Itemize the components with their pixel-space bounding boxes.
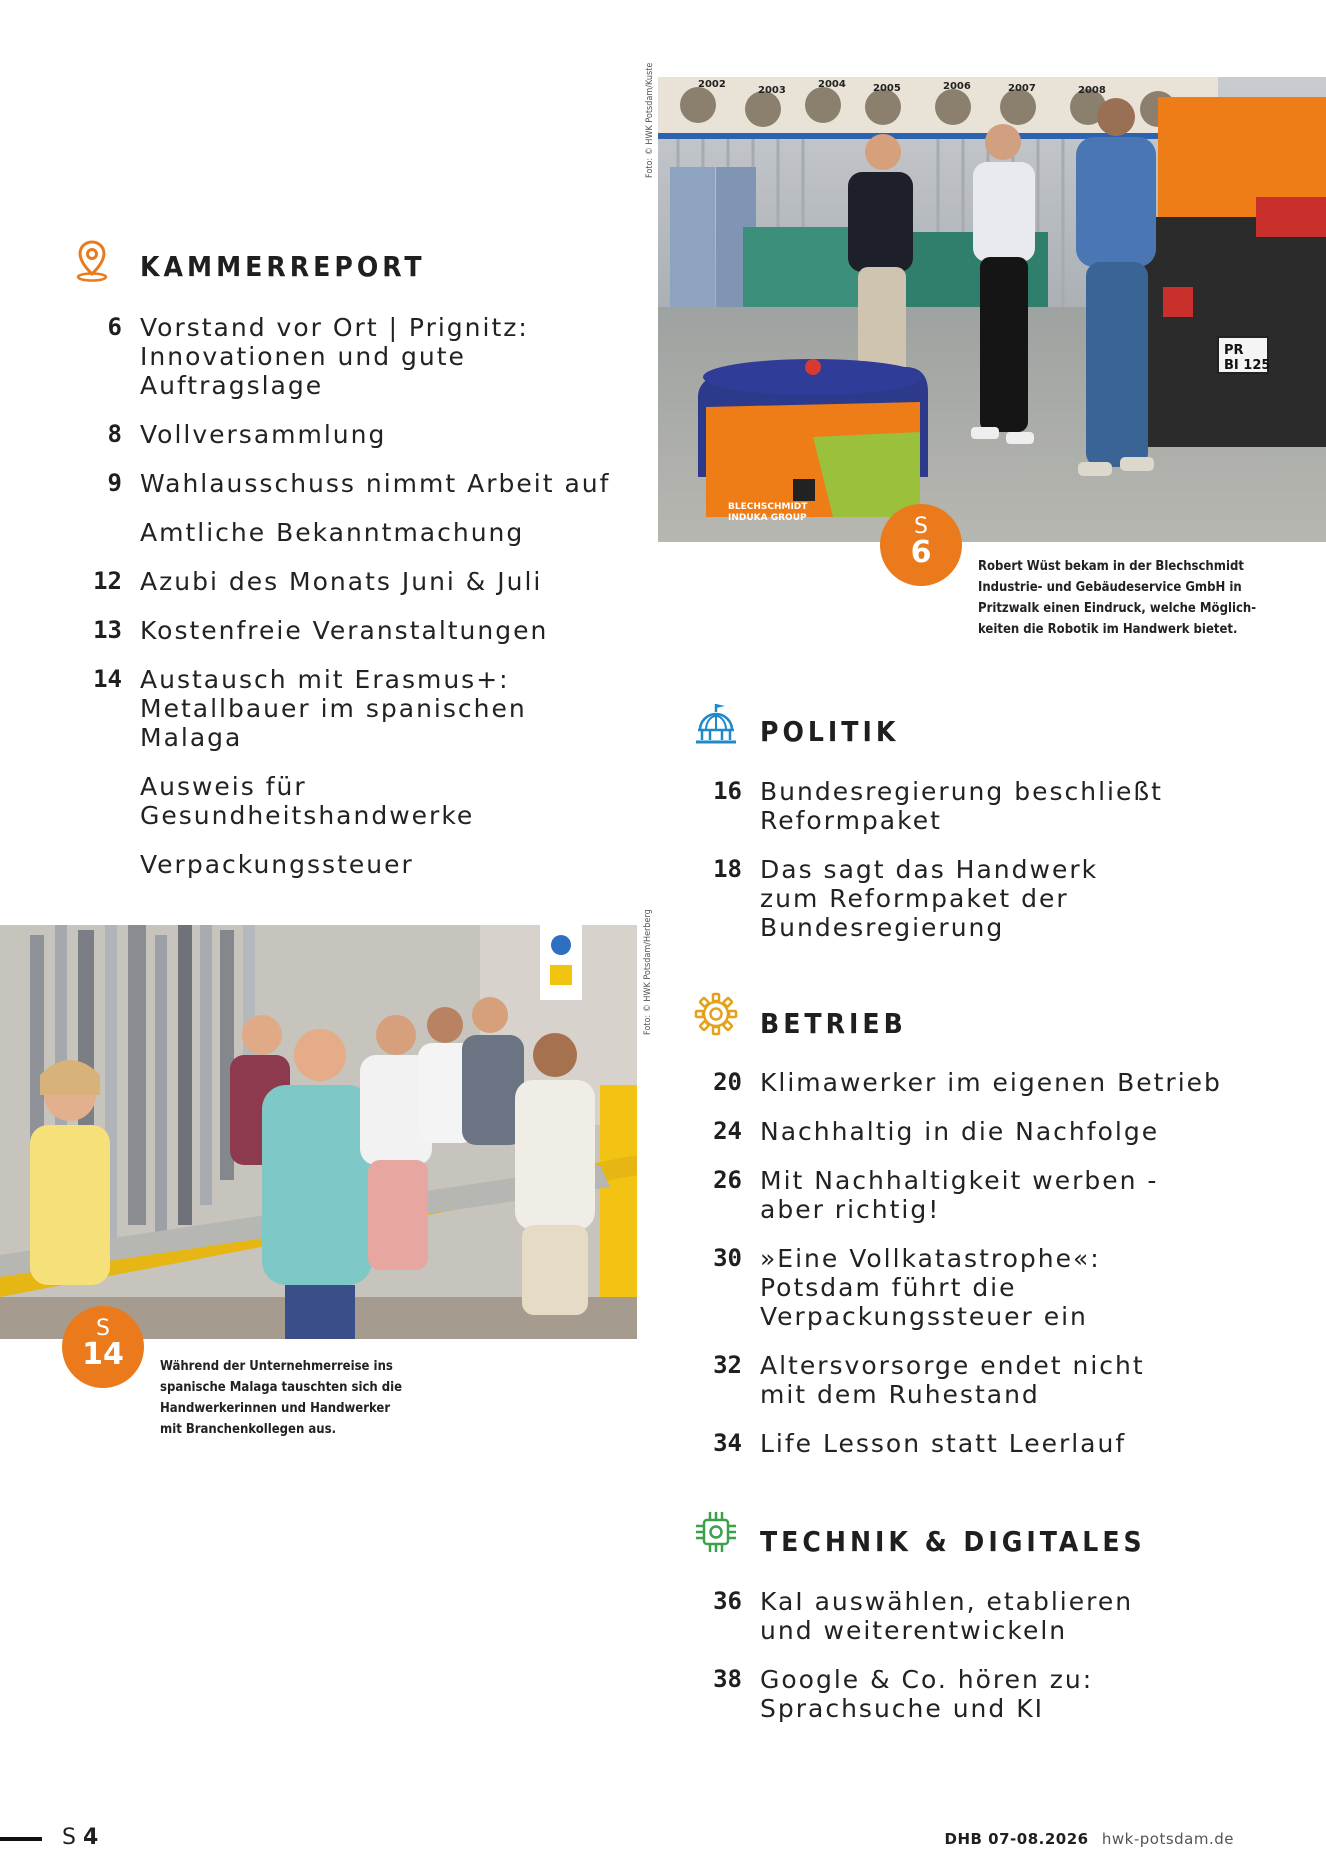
toc-entry[interactable] bbox=[690, 1351, 1310, 1409]
toc-entry-title: Azubi des Monats Juni & Juli bbox=[140, 567, 543, 596]
footer-page-number bbox=[62, 1825, 98, 1850]
timeline-year: 2006 bbox=[943, 81, 971, 92]
photo-workshop-malaga bbox=[0, 925, 637, 1339]
toc-entry-title: Das sagt das Handwerk zum Reformpaket der Bundesregierung bbox=[760, 855, 1099, 942]
toc-entry-title: Vollversammlung bbox=[140, 420, 387, 449]
toc-page-number: 38 bbox=[713, 1665, 742, 1693]
toc-entry-title: Vorstand vor Ort | Prignitz: Innovationen und gute Auftragslage bbox=[140, 313, 529, 400]
plate-line-1: PR bbox=[1224, 343, 1244, 358]
toc-entry-title: Ausweis für Gesundheitshandwerke bbox=[140, 772, 475, 830]
toc-page-number: 8 bbox=[107, 420, 122, 448]
toc-entry[interactable] bbox=[690, 777, 1290, 835]
toc-entry[interactable] bbox=[70, 469, 660, 498]
toc-entry-title: Mit Nachhaltigkeit werben - aber richtig! bbox=[760, 1166, 1159, 1224]
timeline-year: 2008 bbox=[1078, 85, 1106, 96]
toc-list-technik bbox=[690, 1587, 1310, 1743]
toc-entry[interactable] bbox=[70, 518, 660, 547]
page-badge-s6[interactable] bbox=[880, 504, 962, 586]
section-title-betrieb: BETRIEB bbox=[760, 1007, 907, 1040]
toc-entry[interactable] bbox=[690, 1429, 1310, 1458]
toc-page-number: 34 bbox=[713, 1429, 742, 1457]
toc-page-number: 24 bbox=[713, 1117, 742, 1145]
footer-page-value: 4 bbox=[82, 1825, 99, 1850]
badge-prefix: S bbox=[914, 514, 928, 539]
toc-entry[interactable] bbox=[690, 1587, 1310, 1645]
section-title-politik: POLITIK bbox=[760, 715, 900, 748]
toc-page-number: 6 bbox=[107, 313, 122, 341]
toc-entry-title: Wahlausschuss nimmt Arbeit auf bbox=[140, 469, 611, 498]
timeline-year: 2007 bbox=[1008, 83, 1036, 94]
section-title-technik: TECHNIK & DIGITALES bbox=[760, 1525, 1146, 1558]
toc-page-number: 16 bbox=[713, 777, 742, 805]
toc-entry-title: Verpackungssteuer bbox=[140, 850, 414, 879]
toc-page-number: 30 bbox=[713, 1244, 742, 1272]
timeline-year: 2002 bbox=[698, 79, 726, 90]
photo-workshop-robot bbox=[658, 77, 1326, 542]
toc-page-number: 9 bbox=[107, 469, 122, 497]
toc-entry[interactable] bbox=[70, 313, 660, 400]
footer-page-prefix: S bbox=[62, 1825, 76, 1850]
robot-label-2: INDUKA GROUP bbox=[728, 513, 807, 523]
toc-list-kammerreport bbox=[70, 313, 660, 899]
robot-label-1: BLECHSCHMIDT bbox=[728, 502, 808, 512]
toc-entry[interactable] bbox=[690, 1068, 1310, 1097]
plate-line-2: BI 125 bbox=[1224, 358, 1271, 373]
toc-entry-title: Nachhaltig in die Nachfolge bbox=[760, 1117, 1160, 1146]
chip-icon bbox=[692, 1508, 740, 1556]
toc-entry-title: Austausch mit Erasmus+: Metallbauer im spanischen Malaga bbox=[140, 665, 527, 752]
toc-entry-title: Altersvorsorge endet nicht mit dem Ruhestand bbox=[760, 1351, 1145, 1409]
badge-prefix: S bbox=[96, 1316, 110, 1341]
footer-issue-info bbox=[945, 1830, 1235, 1848]
toc-entry[interactable] bbox=[690, 1117, 1310, 1146]
toc-entry[interactable] bbox=[690, 1244, 1310, 1331]
toc-entry[interactable] bbox=[690, 1166, 1310, 1224]
location-pin-icon bbox=[68, 236, 116, 284]
toc-entry[interactable] bbox=[70, 567, 660, 596]
toc-page-number: 20 bbox=[713, 1068, 742, 1096]
gear-icon bbox=[692, 990, 740, 1038]
toc-page-number: 36 bbox=[713, 1587, 742, 1615]
toc-list-politik bbox=[690, 777, 1290, 962]
toc-page-number: 18 bbox=[713, 855, 742, 883]
toc-entry[interactable] bbox=[70, 850, 660, 879]
toc-page-number: 13 bbox=[93, 616, 122, 644]
page-badge-s14[interactable] bbox=[62, 1306, 144, 1388]
toc-page-number: 14 bbox=[93, 665, 122, 693]
toc-entry-title: Google & Co. hören zu: Sprachsuche und KI bbox=[760, 1665, 1094, 1723]
toc-entry[interactable] bbox=[70, 420, 660, 449]
photo-credit-top: Foto: © HWK Potsdam/Kuste bbox=[645, 62, 655, 178]
toc-page-number: 12 bbox=[93, 567, 122, 595]
toc-page-number: 32 bbox=[713, 1351, 742, 1379]
toc-entry-title: KaI auswählen, etablieren und weiterentwickeln bbox=[760, 1587, 1134, 1645]
timeline-year: 2004 bbox=[818, 79, 846, 90]
footer-issue: DHB 07-08.2026 bbox=[944, 1830, 1089, 1848]
toc-entry[interactable] bbox=[70, 616, 660, 645]
footer-url[interactable]: hwk-potsdam.de bbox=[1101, 1830, 1234, 1848]
photo-caption-bottom: Während der Unternehmerreise ins spanische Malaga tauschten sich die Handwerkerinnen und Handwerker mit Branchenkollegen aus. bbox=[160, 1359, 403, 1437]
parliament-dome-icon bbox=[692, 700, 740, 748]
toc-entry[interactable] bbox=[690, 1665, 1310, 1723]
photo-caption-top: Robert Wüst bekam in der Blechschmidt Industrie- und Gebäudeservice GmbH in Pritzwalk einen Eindruck, welche Möglich- keiten die Robotik im Handwerk bietet. bbox=[978, 559, 1257, 637]
toc-entry-title: Amtliche Bekanntmachung bbox=[140, 518, 525, 547]
toc-entry-title: Life Lesson statt Leerlauf bbox=[760, 1429, 1127, 1458]
toc-entry-title: Klimawerker im eigenen Betrieb bbox=[760, 1068, 1222, 1097]
badge-number: 14 bbox=[82, 1337, 124, 1372]
badge-number: 6 bbox=[910, 535, 932, 570]
toc-page-number: 26 bbox=[713, 1166, 742, 1194]
section-title-kammerreport: KAMMERREPORT bbox=[140, 250, 426, 283]
toc-entry-title: »Eine Vollkatastrophe«: Potsdam führt die Verpackungssteuer ein bbox=[760, 1244, 1101, 1331]
photo-credit-bottom: Foto: © HWK Potsdam/Herberg bbox=[643, 909, 653, 1035]
toc-entry[interactable] bbox=[70, 772, 660, 830]
toc-entry[interactable] bbox=[70, 665, 660, 752]
toc-entry-title: Kostenfreie Veranstaltungen bbox=[140, 616, 549, 645]
timeline-year: 2003 bbox=[758, 85, 786, 96]
toc-list-betrieb bbox=[690, 1068, 1310, 1478]
footer-rule bbox=[0, 1837, 42, 1841]
toc-entry[interactable] bbox=[690, 855, 1290, 942]
timeline-year: 2005 bbox=[873, 83, 901, 94]
toc-entry-title: Bundesregierung beschließt Reformpaket bbox=[760, 777, 1163, 835]
